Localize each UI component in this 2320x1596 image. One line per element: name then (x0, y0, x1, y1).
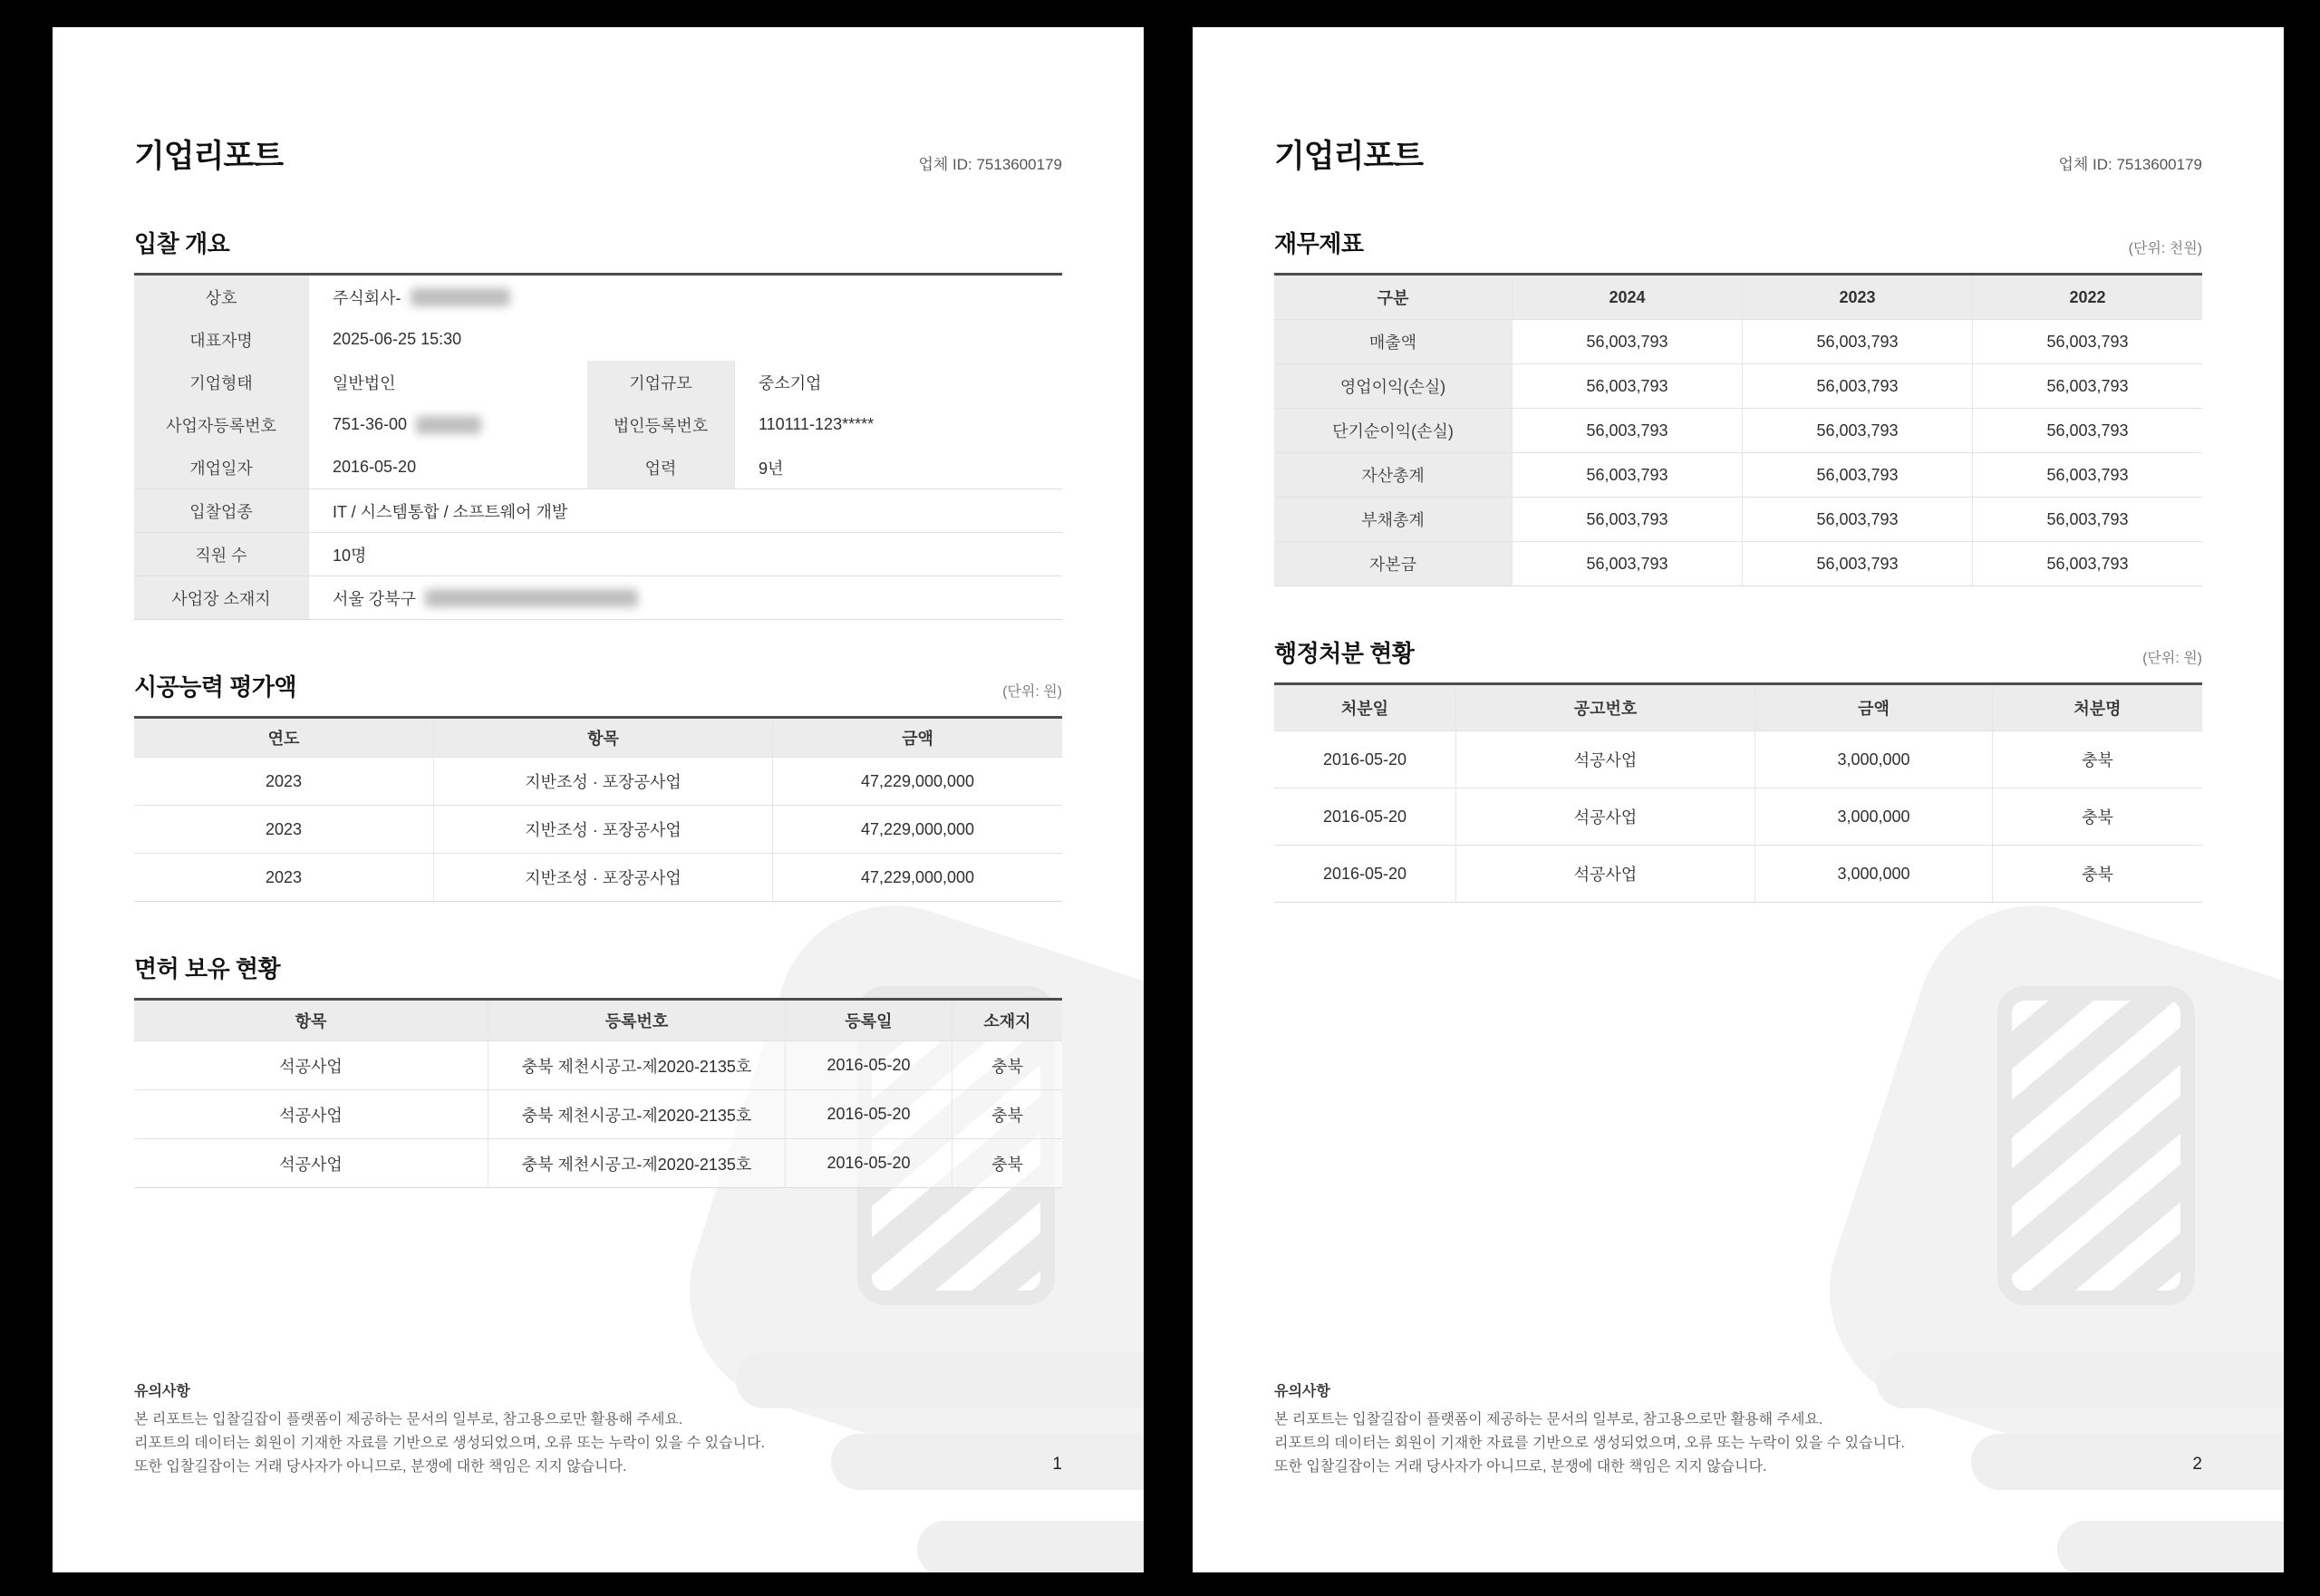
cell-2023: 56,003,793 (1742, 498, 1972, 541)
table-row (1274, 497, 2202, 541)
row-value: IT / 시스템통합 / 소프트웨어 개발 (308, 489, 1062, 532)
column-header: 처분일 (1274, 685, 1455, 730)
report-title: 기업리포트 (134, 139, 284, 174)
financial-table (1274, 273, 2202, 586)
table-row (134, 403, 1062, 446)
report-title: 기업리포트 (1274, 139, 1424, 174)
page-number: 1 (1052, 1455, 1062, 1474)
license-section-head (134, 951, 1062, 984)
row-value: 2025-06-25 15:30 (308, 318, 1062, 361)
cell-date: 2016-05-20 (1274, 788, 1455, 845)
row-label: 사업장 소재지 (134, 576, 308, 619)
row-label: 사업자등록번호 (134, 403, 308, 446)
row-value: 일반법인 (308, 361, 587, 403)
cell-item: 석공사업 (134, 1139, 488, 1187)
row-label: 기업형태 (134, 361, 308, 403)
column-header: 2024 (1512, 276, 1742, 319)
row-label: 매출액 (1274, 320, 1512, 363)
table-header-row (134, 719, 1062, 757)
row-label: 상호 (134, 276, 308, 318)
notice-title: 유의사항 (134, 1384, 190, 1399)
table-row (134, 853, 1062, 901)
notice-title: 유의사항 (1274, 1384, 1330, 1399)
company-id: 업체 ID: 7513600179 (918, 156, 1062, 173)
overview-section-head (134, 226, 1062, 259)
biz-reg-prefix: 751-36-00 (333, 415, 408, 433)
cell-amount: 3,000,000 (1754, 788, 1992, 845)
cell-2024: 56,003,793 (1512, 498, 1742, 541)
table-row (1274, 452, 2202, 497)
watermark-bar-icon (917, 1521, 1144, 1572)
cell-region: 충북 (952, 1041, 1062, 1089)
column-header: 등록일 (785, 1001, 952, 1040)
notice-line: 또한 입찰길잡이는 거래 당사자가 아니므로, 분쟁에 대한 책임은 지지 않습니다. (134, 1459, 627, 1475)
overview-heading: 입찰 개요 (134, 230, 230, 257)
cell-item: 석공사업 (134, 1090, 488, 1138)
company-id: 업체 ID: 7513600179 (2058, 156, 2202, 173)
cell-item: 지반조성 · 포장공사업 (433, 854, 772, 901)
notice-line: 또한 입찰길잡이는 거래 당사자가 아니므로, 분쟁에 대한 책임은 지지 않습니다. (1274, 1459, 1767, 1475)
table-row (134, 1138, 1062, 1187)
row-value: 10명 (308, 533, 1062, 576)
column-header: 등록번호 (488, 1001, 785, 1040)
cell-2022: 56,003,793 (1972, 453, 2202, 497)
cell-2022: 56,003,793 (1972, 498, 2202, 541)
cell-item: 석공사업 (134, 1041, 488, 1089)
row-value: 110111-123***** (734, 403, 1062, 446)
footer-notice (134, 1379, 1062, 1479)
cell-2024: 56,003,793 (1512, 364, 1742, 408)
cell-2023: 56,003,793 (1742, 453, 1972, 497)
cell-2024: 56,003,793 (1512, 542, 1742, 585)
cell-2023: 56,003,793 (1742, 320, 1972, 363)
cell-2024: 56,003,793 (1512, 453, 1742, 497)
cell-amount: 3,000,000 (1754, 731, 1992, 788)
notice-line: 리포트의 데이터는 회원이 기재한 자료를 기반으로 생성되었으며, 오류 또는 누락이 있을 수 있습니다. (1274, 1436, 1905, 1451)
row-label: 자산총계 (1274, 453, 1512, 497)
watermark-bar-icon (2057, 1521, 2284, 1572)
redacted-text (411, 288, 510, 306)
cell-2022: 56,003,793 (1972, 409, 2202, 452)
row-label: 기업규모 (587, 361, 734, 403)
capacity-unit: (단위: 원) (1002, 684, 1062, 700)
cell-date: 2016-05-20 (1274, 846, 1455, 902)
column-header: 항목 (433, 719, 772, 757)
cell-2024: 56,003,793 (1512, 320, 1742, 363)
notice-line: 리포트의 데이터는 회원이 기재한 자료를 기반으로 생성되었으며, 오류 또는 누락이 있을 수 있습니다. (134, 1436, 765, 1451)
report-page-2 (1193, 27, 2284, 1572)
capacity-table (134, 716, 1062, 902)
sanctions-unit: (단위: 원) (2142, 651, 2202, 666)
column-header: 2023 (1742, 276, 1972, 319)
cell-year: 2023 (265, 867, 303, 886)
table-row (134, 446, 1062, 488)
table-header-row (1274, 685, 2202, 730)
overview-table (134, 273, 1062, 620)
notice-line: 본 리포트는 입찰길잡이 플랫폼이 제공하는 문서의 일부로, 참고용으로만 활용해 주세요. (134, 1412, 683, 1427)
column-header: 2022 (1972, 276, 2202, 319)
cell-2023: 56,003,793 (1742, 409, 1972, 452)
cell-disposition: 충북 (1992, 731, 2202, 788)
column-header: 항목 (134, 1001, 488, 1040)
table-row (1274, 363, 2202, 408)
redacted-text (416, 416, 481, 434)
cell-disposition: 충북 (1992, 846, 2202, 902)
table-row (134, 361, 1062, 403)
page-header (134, 27, 1062, 177)
table-row (1274, 408, 2202, 452)
cell-amount: 47,229,000,000 (772, 806, 1062, 853)
row-label: 법인등록번호 (587, 403, 734, 446)
sanctions-heading: 행정처분 현황 (1274, 640, 1415, 667)
cell-region: 충북 (952, 1090, 1062, 1138)
notice-line: 본 리포트는 입찰길잡이 플랫폼이 제공하는 문서의 일부로, 참고용으로만 활용해 주세요. (1274, 1412, 1823, 1427)
row-label: 단기순이익(손실) (1274, 409, 1512, 452)
cell-notice-no: 석공사업 (1455, 846, 1754, 902)
row-value: 2016-05-20 (308, 446, 587, 488)
license-table (134, 998, 1062, 1188)
table-row (1274, 541, 2202, 585)
row-value: 중소기업 (734, 361, 1062, 403)
table-header-row (1274, 276, 2202, 319)
cell-amount: 3,000,000 (1754, 846, 1992, 902)
redacted-text (425, 589, 638, 607)
capacity-section-head (134, 669, 1062, 702)
row-label: 입찰업종 (134, 489, 308, 532)
table-row (134, 488, 1062, 532)
table-row (134, 1040, 1062, 1089)
cell-reg-no: 충북 제천시공고-제2020-2135호 (488, 1090, 785, 1138)
financial-section-head (1274, 226, 2202, 259)
financial-heading: 재무제표 (1274, 230, 1364, 257)
company-name-prefix: 주식회사- (333, 288, 401, 307)
table-row (134, 1089, 1062, 1138)
cell-2023: 56,003,793 (1742, 364, 1972, 408)
row-value (308, 576, 1062, 619)
table-row (1274, 788, 2202, 845)
cell-2024: 56,003,793 (1512, 409, 1742, 452)
column-header: 연도 (134, 719, 433, 757)
table-row (1274, 730, 2202, 788)
report-page-1 (53, 27, 1144, 1572)
table-header-row (134, 1001, 1062, 1040)
table-row (134, 805, 1062, 853)
column-header: 소재지 (952, 1001, 1062, 1040)
table-row (134, 276, 1062, 318)
row-label: 영업이익(손실) (1274, 364, 1512, 408)
cell-notice-no: 석공사업 (1455, 788, 1754, 845)
cell-reg-no: 충북 제천시공고-제2020-2135호 (488, 1041, 785, 1089)
cell-reg-date: 2016-05-20 (785, 1090, 952, 1138)
column-header: 처분명 (1992, 685, 2202, 730)
cell-reg-date: 2016-05-20 (785, 1041, 952, 1089)
cell-2022: 56,003,793 (1972, 364, 2202, 408)
cell-year: 2023 (265, 819, 303, 838)
cell-amount: 47,229,000,000 (772, 854, 1062, 901)
cell-2022: 56,003,793 (1972, 320, 2202, 363)
cell-disposition: 충북 (1992, 788, 2202, 845)
table-row (1274, 845, 2202, 902)
cell-reg-no: 충북 제천시공고-제2020-2135호 (488, 1139, 785, 1187)
address-prefix: 서울 강북구 (333, 589, 416, 608)
cell-amount: 47,229,000,000 (772, 758, 1062, 805)
page-header (1274, 27, 2202, 177)
cell-date: 2016-05-20 (1274, 731, 1455, 788)
license-heading: 면허 보유 현황 (134, 955, 281, 982)
row-label: 대표자명 (134, 318, 308, 361)
row-label: 자본금 (1274, 542, 1512, 585)
row-value: 9년 (734, 446, 1062, 488)
cell-notice-no: 석공사업 (1455, 731, 1754, 788)
cell-2023: 56,003,793 (1742, 542, 1972, 585)
cell-region: 충북 (952, 1139, 1062, 1187)
row-label: 부채총계 (1274, 498, 1512, 541)
column-header: 금액 (1754, 685, 1992, 730)
sanctions-section-head (1274, 635, 2202, 669)
table-row (134, 318, 1062, 361)
table-row (1274, 319, 2202, 363)
table-row (134, 576, 1062, 619)
row-value (308, 403, 587, 446)
cell-reg-date: 2016-05-20 (785, 1139, 952, 1187)
footer-notice (1274, 1379, 2202, 1479)
cell-year: 2023 (265, 771, 303, 790)
cell-item: 지반조성 · 포장공사업 (433, 758, 772, 805)
column-header: 구분 (1274, 276, 1512, 319)
table-row (134, 757, 1062, 805)
row-value (308, 276, 1062, 318)
column-header: 금액 (772, 719, 1062, 757)
row-label: 업력 (587, 446, 734, 488)
sanctions-table (1274, 682, 2202, 903)
row-label: 직원 수 (134, 533, 308, 576)
cell-2022: 56,003,793 (1972, 542, 2202, 585)
capacity-heading: 시공능력 평가액 (134, 673, 297, 701)
financial-unit: (단위: 천원) (2128, 241, 2202, 256)
table-row (134, 532, 1062, 576)
watermark-building-icon (1997, 986, 2195, 1305)
page-number: 2 (2192, 1455, 2202, 1474)
cell-item: 지반조성 · 포장공사업 (433, 806, 772, 853)
row-label: 개업일자 (134, 446, 308, 488)
column-header: 공고번호 (1455, 685, 1754, 730)
